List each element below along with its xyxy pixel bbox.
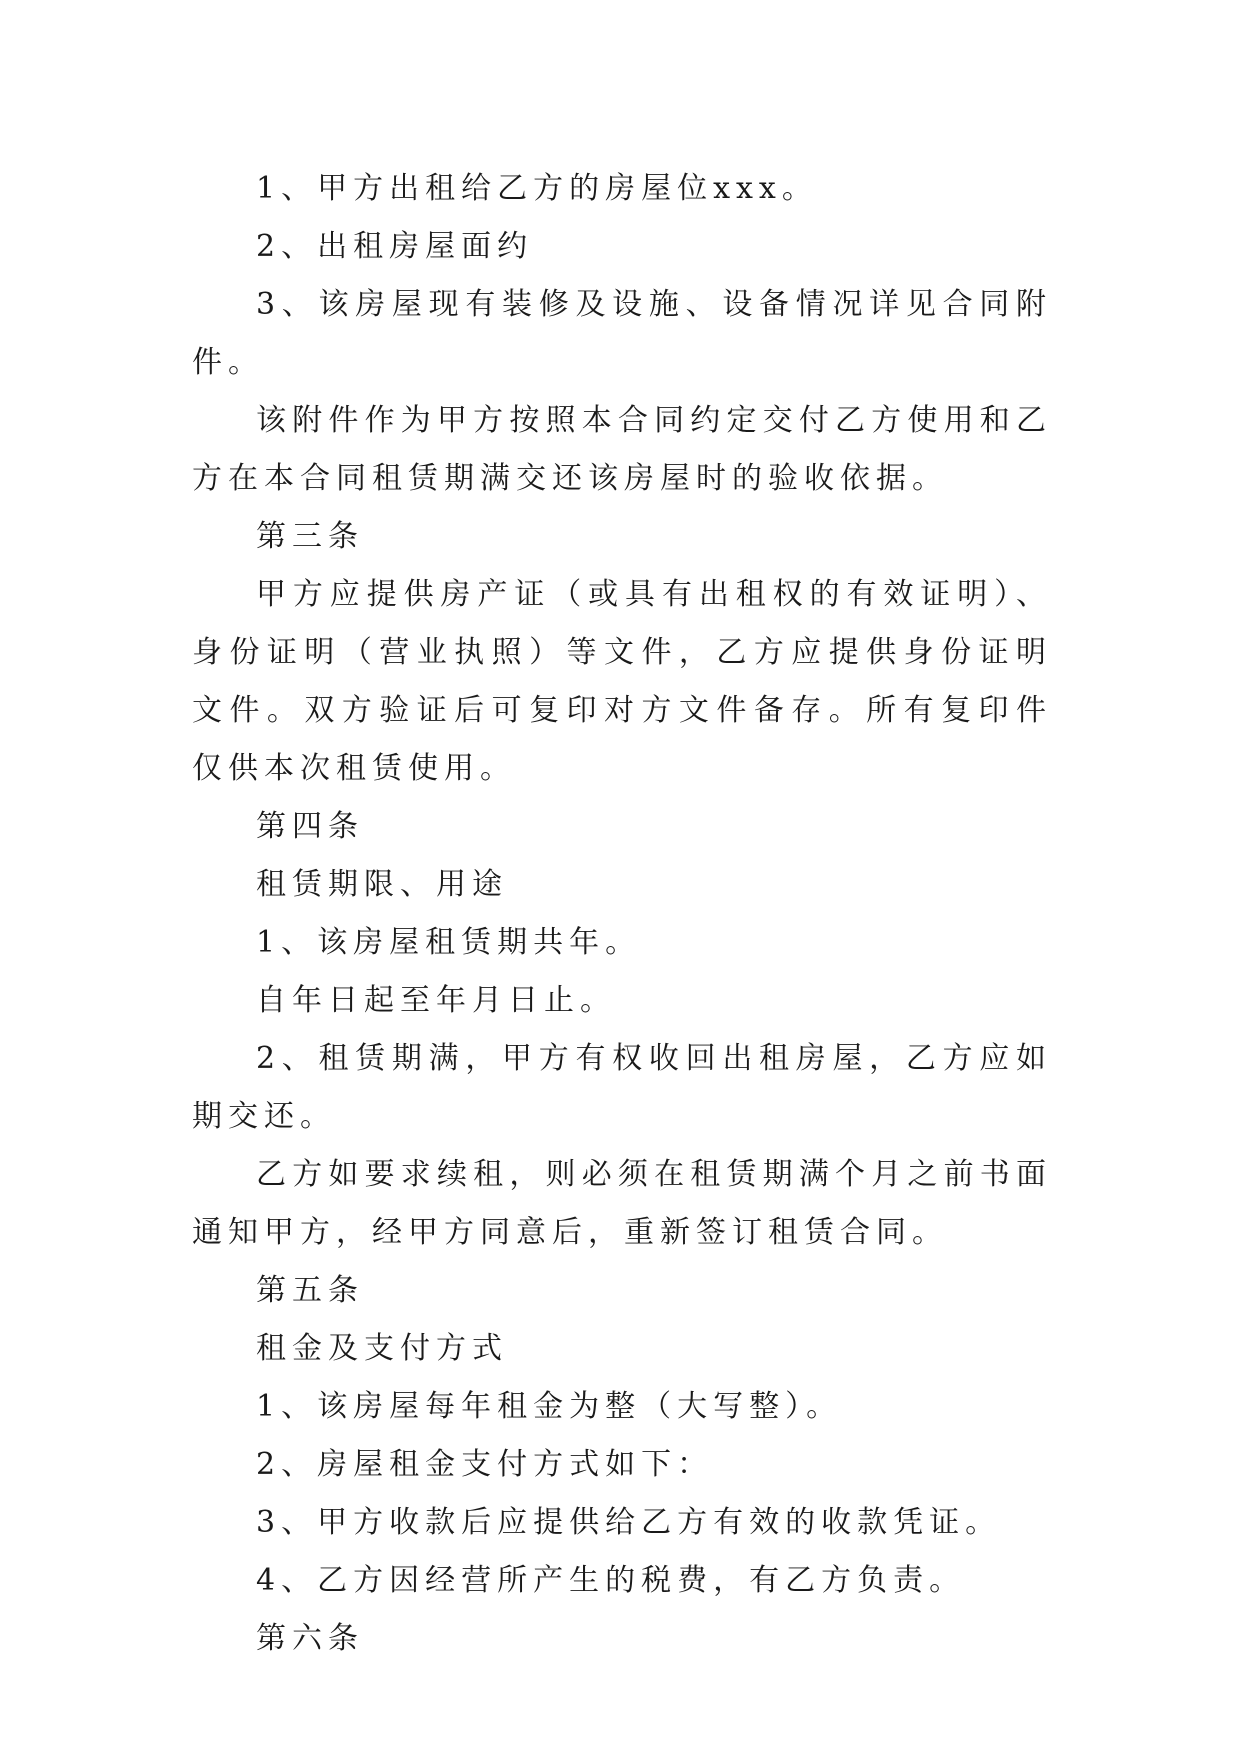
article-heading: 第四条 [256, 809, 364, 844]
section-heading: 租赁期限、用途 [256, 867, 508, 902]
paragraph: 2、房屋租金支付方式如下： [256, 1447, 714, 1482]
article-heading: 第六条 [256, 1621, 364, 1656]
paragraph: 1、该房屋租赁期共年。 [256, 925, 642, 960]
article-heading: 第五条 [256, 1273, 364, 1308]
paragraph: 自年日起至年月日止。 [256, 983, 616, 1018]
section-heading: 租金及支付方式 [256, 1331, 508, 1366]
paragraph: 1、该房屋每年租金为整（大写整）。 [256, 1389, 843, 1424]
document-body [192, 160, 1052, 1668]
paragraph: 乙方如要求续租，则必须在租赁期满个月之前书面通知甲方，经甲方同意后，重新签订租赁合同。 [192, 1157, 1052, 1250]
paragraph: 4、乙方因经营所产生的税费，有乙方负责。 [256, 1563, 966, 1598]
paragraph: 甲方应提供房产证（或具有出租权的有效证明）、身份证明（营业执照）等文件，乙方应提供身份证明文件。双方验证后可复印对方文件备存。所有复印件仅供本次租赁使用。 [192, 577, 1052, 786]
paragraph: 2、出租房屋面约 [256, 229, 534, 264]
paragraph: 3、该房屋现有装修及设施、设备情况详见合同附件。 [192, 287, 1052, 380]
paragraph: 该附件作为甲方按照本合同约定交付乙方使用和乙方在本合同租赁期满交还该房屋时的验收依据。 [192, 403, 1052, 496]
paragraph: 3、甲方收款后应提供给乙方有效的收款凭证。 [256, 1505, 1002, 1540]
paragraph: 2、租赁期满，甲方有权收回出租房屋，乙方应如期交还。 [192, 1041, 1052, 1134]
article-heading: 第三条 [256, 519, 364, 554]
paragraph: 1、甲方出租给乙方的房屋位xxx。 [256, 171, 818, 206]
